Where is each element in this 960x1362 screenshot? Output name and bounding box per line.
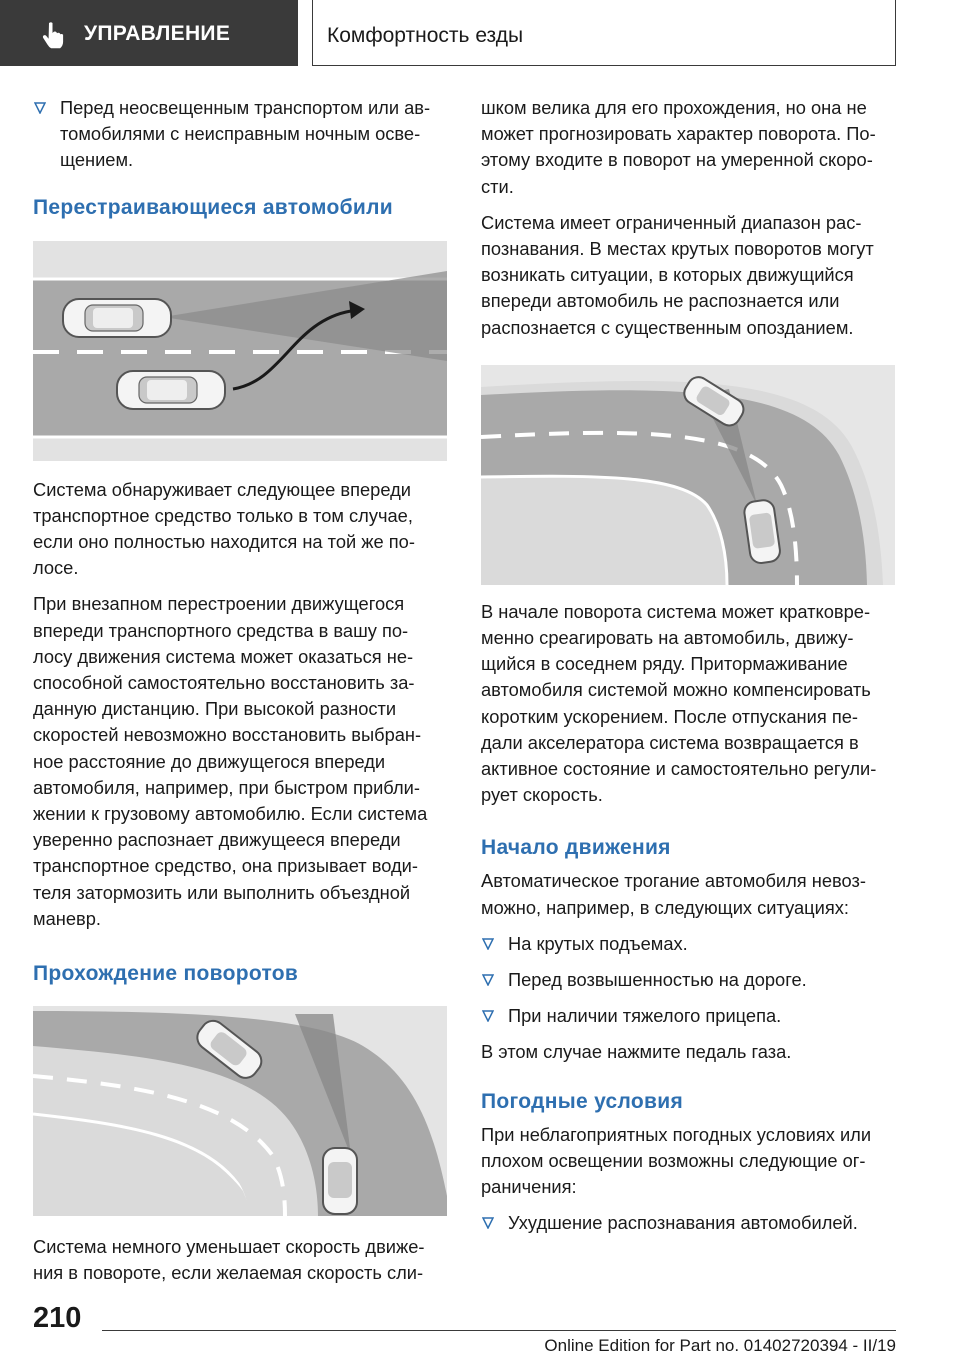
figure-curve-adjacent [481, 365, 895, 585]
para-curve-cont: шком велика для его прохождения, но она не может прогнозировать характер поворота. По- этому входите в поворот на умеренной скоро- сти. [481, 97, 876, 197]
bullet-triangle-icon [482, 1217, 494, 1229]
bullet-steep-hill: На крутых подъемах. [481, 931, 895, 957]
figure-curves [33, 1006, 447, 1216]
hand-pointer-icon [38, 20, 68, 50]
bullet-heavy-trailer: При наличии тяжелого прицепа. [481, 1003, 895, 1029]
heading-start: Начало движения [481, 836, 671, 860]
page-title: Комфортность езды [327, 24, 524, 47]
bullet-triangle-icon [34, 102, 46, 114]
para-lane-detection: Система обнаруживает следующее впереди транспортное средство только в том случае, если оно полностью находится на той же по- лосе. [33, 478, 415, 579]
para-weather: При неблагоприятных погодных условиях или плохом освещении возможны следующие ог- раничения: [481, 1123, 872, 1198]
bullet-triangle-icon [482, 974, 494, 986]
own-car [117, 371, 225, 409]
bullet-detection: Ухудшение распознавания автомобилей. [481, 1210, 895, 1236]
left-column [33, 95, 447, 1286]
section-label: УПРАВЛЕНИЕ [84, 22, 231, 45]
figure-lane-change [33, 241, 447, 461]
bullet-triangle-icon [482, 938, 494, 950]
page-title-box [312, 0, 896, 66]
heading-weather: Погодные условия [481, 1089, 684, 1113]
heading-lane-change: Перестраивающиеся автомобили [33, 195, 393, 219]
para-curve-start: В начале поворота система может кратковре- менно среагировать на автомобиль, движу- щийся в соседнем ряду. Притормаживание автомобиля системой можно компенсировать коротким ускорением. После отпускания пе- дали акселератора система возвращается в активное состояние и самостоятельно регули- рует скорость. [481, 600, 877, 806]
para-auto-start: Автоматическое трогание автомобиля невоз- можно, например, в следующих ситуациях: [481, 870, 866, 918]
footer-divider [102, 1330, 896, 1331]
heading-curves: Прохождение поворотов [33, 962, 299, 986]
section-tab[interactable] [0, 0, 298, 66]
bullet-road-bump: Перед возвышенностью на дороге. [481, 967, 895, 993]
para-curve-speed: Система немного уменьшает скорость движе- ния в повороте, если желаемая скорость сли- [33, 1236, 425, 1284]
para-limited-range: Система имеет ограниченный диапазон рас- познавания. В местах крутых поворотов могут возникать ситуации, в которых движущийся впереди автомобиль не распознается или распознается с существенным опозданием. [481, 211, 874, 338]
bullet-unlit-vehicles: Перед неосвещенным транспортом или ав- томобилями с неисправным ночным осве- щением. [33, 95, 447, 174]
bullet-triangle-icon [482, 1010, 494, 1022]
car-ahead [63, 299, 171, 337]
page-number: 210 [33, 1302, 82, 1334]
right-column [481, 95, 895, 1236]
para-press-gas: В этом случае нажмите педаль газа. [481, 1041, 792, 1063]
para-sudden-lane-change: При внезапном перестроении движущегося впереди транспортного средства в вашу по- лосу движения система может оказаться не- способной самостоятельно восстановить за- данную дистанцию. При высокой разности скоростей невозможно восстановить выбран- ное расстояние до движущегося впереди автомобиля, например, при быстром прибли- жении к грузовому автомобилю. Если система уверенно распознает движущееся впереди транспортное средство, она призывает води- теля затормозить или выполнить объездной маневр. [33, 593, 428, 929]
edition-link[interactable]: Online Edition for Part no. 01402720394 - II/19 [544, 1336, 896, 1355]
own-car [323, 1148, 357, 1214]
